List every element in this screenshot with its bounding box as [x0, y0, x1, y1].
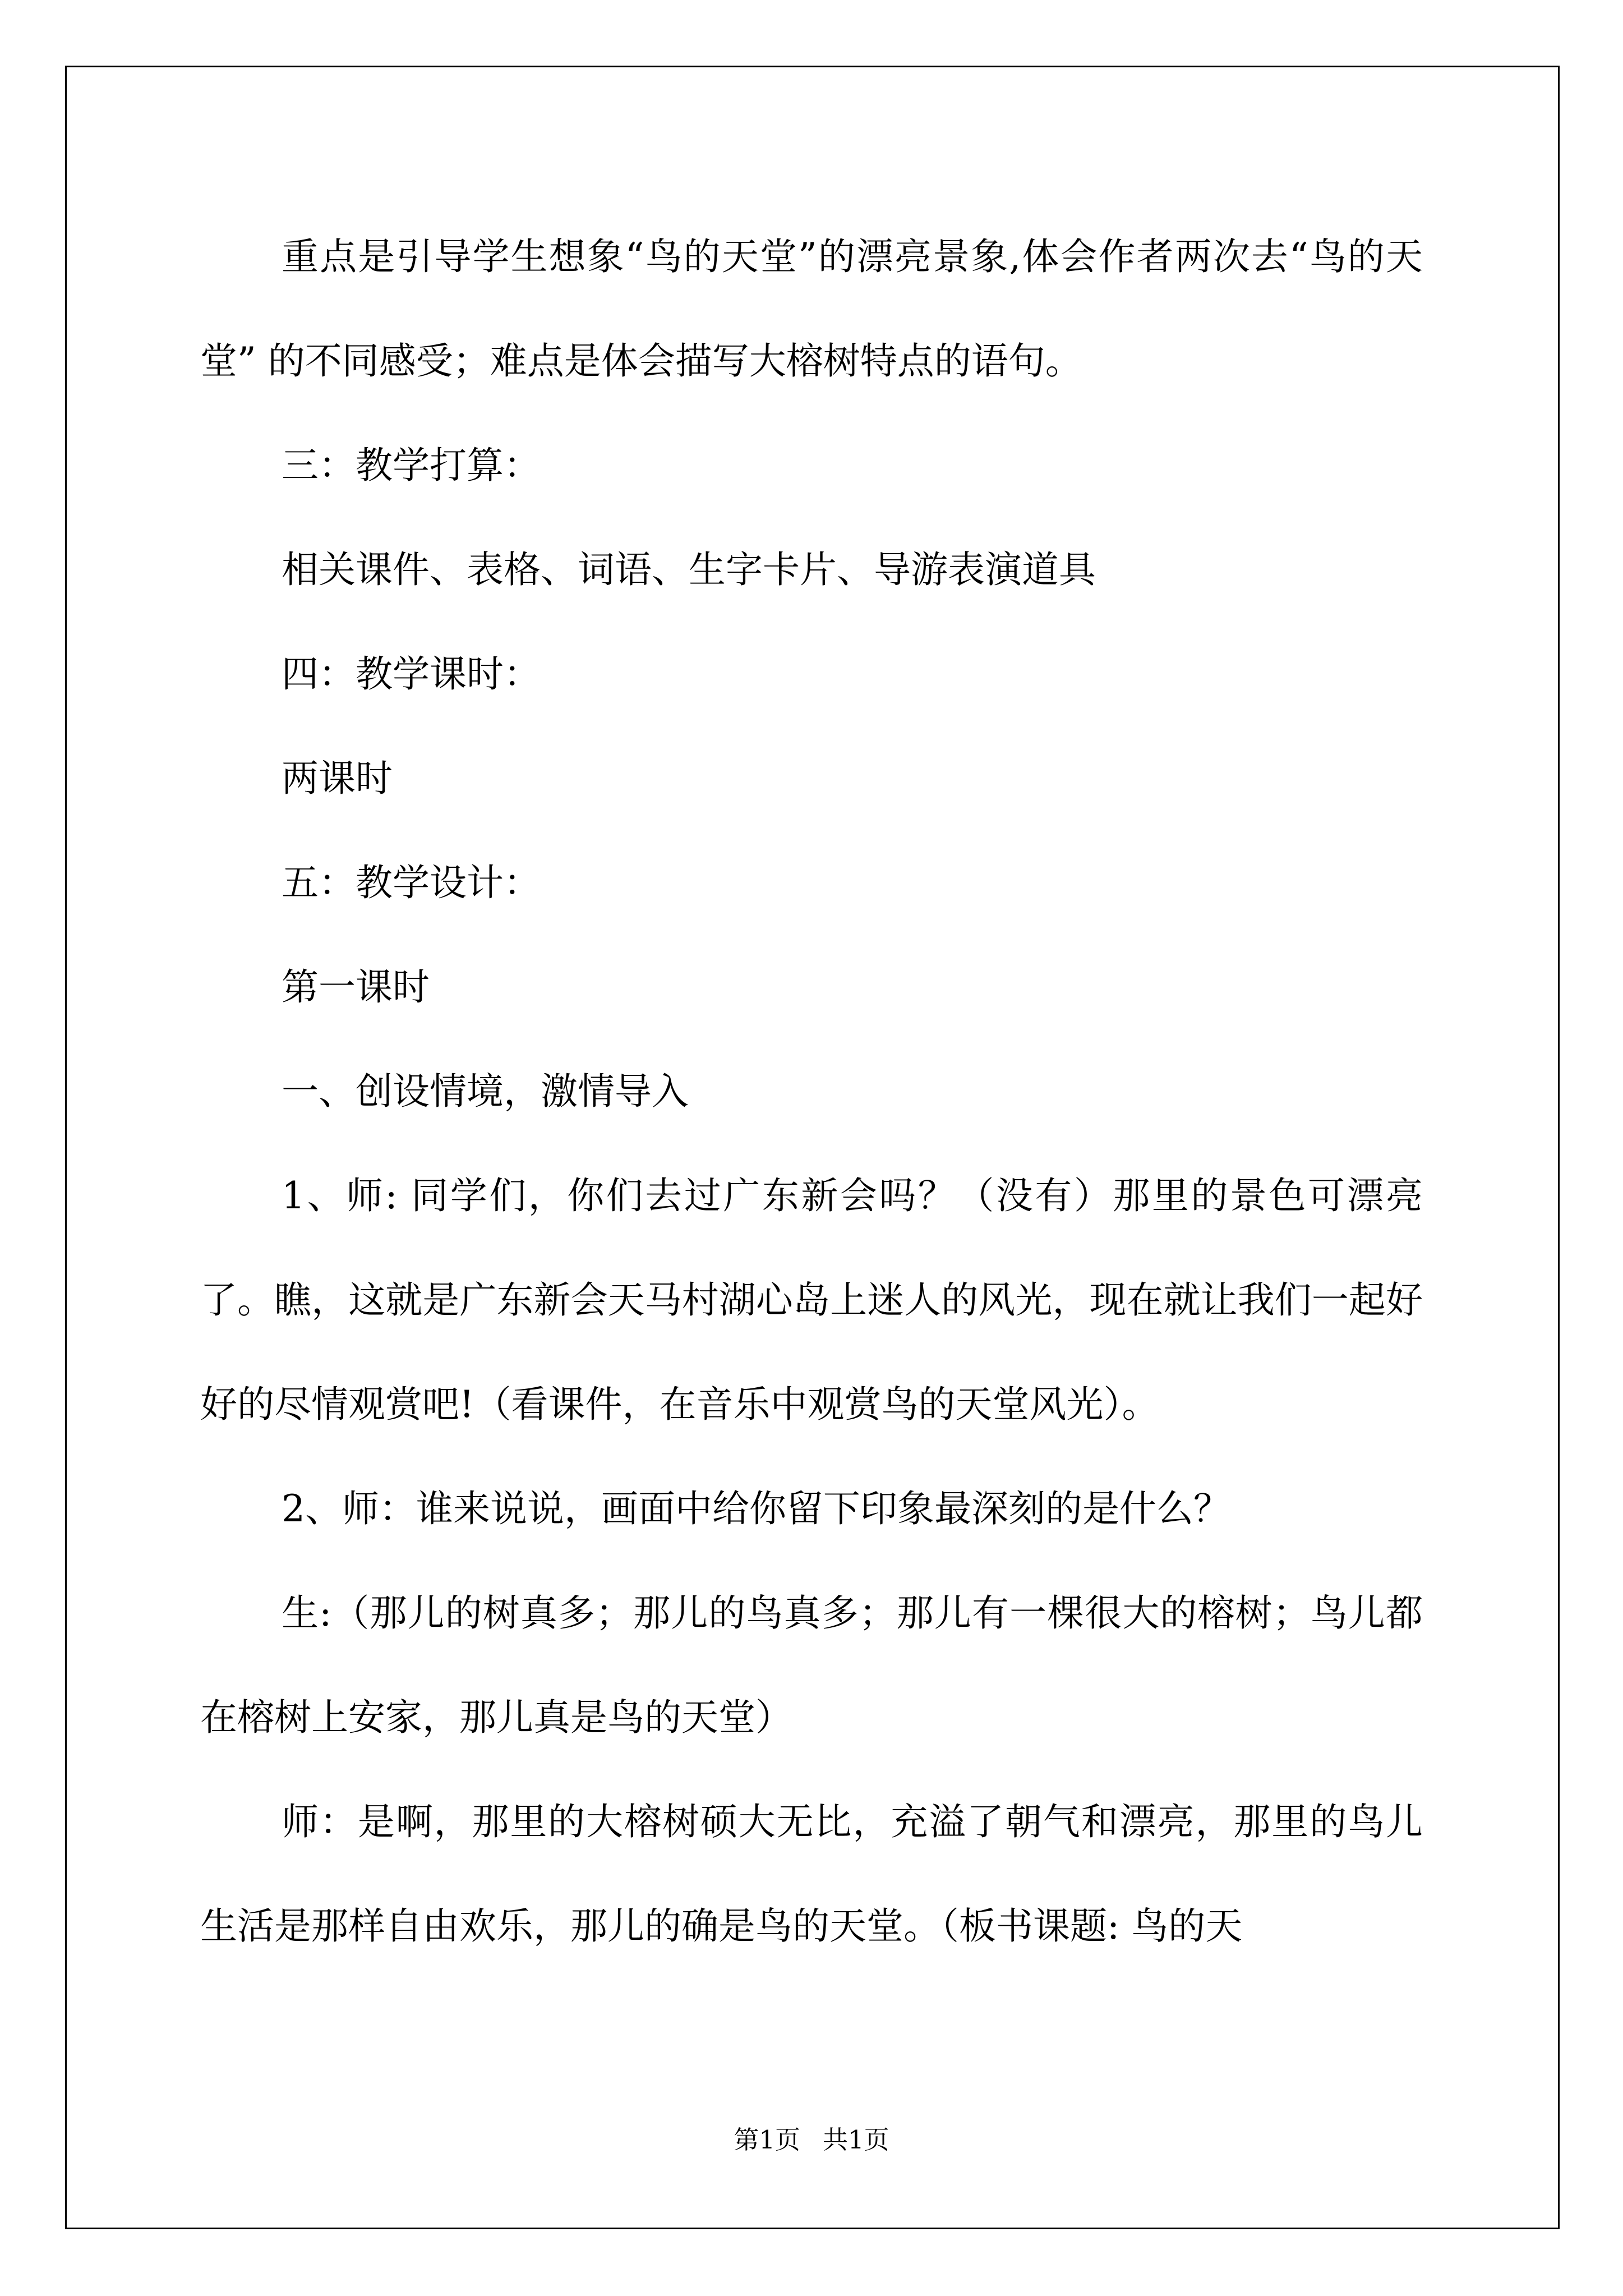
paragraph-hours: 两课时: [282, 757, 393, 800]
paragraph-teacher-intro: 1、师: 同学们，你们去过广东新会吗？（没有）那里的景色可漂亮了。瞧，这就是广东新会天马村湖心岛上迷人的风光，现在就让我们一起好好的尽情观赏吧!（看课件，在音乐中观赏鸟的天堂风光）。: [200, 1174, 1423, 1426]
document-body: [200, 205, 1423, 1978]
heading-section-one: 一、创设情境，激情导入: [282, 1070, 689, 1113]
heading-teaching-preparation: 三：教学打算：: [282, 444, 541, 487]
page-footer: [0, 2123, 1623, 2157]
paragraph-teacher-question: 2、师：谁来说说，画面中给你留下印象最深刻的是什么？: [282, 1487, 1230, 1530]
heading-teaching-hours: 四：教学课时：: [282, 652, 541, 696]
page-number: 第1页: [734, 2125, 800, 2155]
paragraph-key-points: 重点是引导学生想象“鸟的天堂”的漂亮景象,体会作者两次去“鸟的天堂” 的不同感受；难点是体会描写大榕树特点的语句。: [200, 235, 1423, 383]
heading-first-lesson: 第一课时: [282, 965, 430, 1009]
paragraph-teacher-summary: 师：是啊，那里的大榕树硕大无比，充溢了朝气和漂亮，那里的鸟儿生活是那样自由欢乐，那儿的确是鸟的天堂。（板书课题: 鸟的天: [200, 1800, 1423, 1948]
heading-teaching-design: 五：教学设计：: [282, 861, 541, 904]
paragraph-student-answer: 生:（那儿的树真多；那儿的鸟真多；那儿有一棵很大的榕树；鸟儿都在榕树上安家，那儿真是鸟的天堂）: [200, 1591, 1423, 1739]
paragraph-materials: 相关课件、表格、词语、生字卡片、导游表演道具: [282, 548, 1096, 591]
page-total: 共1页: [823, 2125, 889, 2155]
